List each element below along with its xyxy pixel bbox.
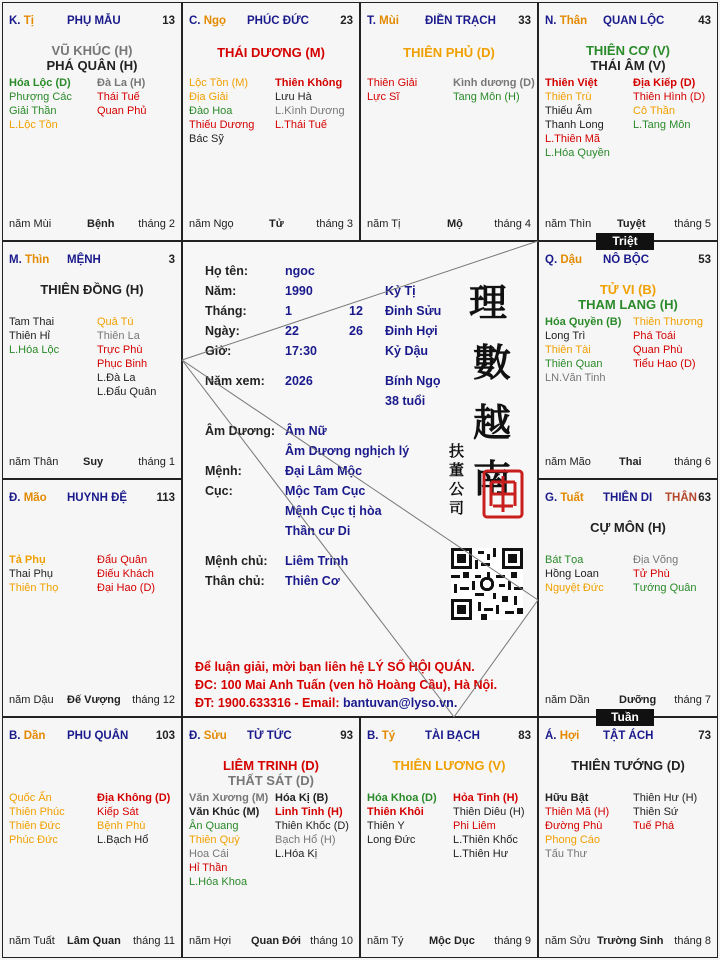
minor-stars-left bbox=[189, 76, 254, 146]
label-hour: Giờ: bbox=[205, 344, 232, 358]
palace-footer bbox=[9, 694, 175, 708]
minor-star: Thiên Tài bbox=[545, 344, 591, 356]
contact-line-1: Để luận giải, mời bạn liên hệ LÝ SỐ HỘI QUÁN. bbox=[195, 660, 475, 674]
main-star: THIÊN ĐỒNG (H) bbox=[40, 282, 144, 297]
palace-month: tháng 11 bbox=[132, 935, 175, 947]
main-star: THIÊN CƠ (V) bbox=[585, 43, 671, 58]
minor-star: Tang Môn (H) bbox=[453, 91, 520, 103]
minor-star: L.Thái Tuế bbox=[275, 119, 327, 131]
minor-stars-right bbox=[97, 791, 170, 847]
palace-header bbox=[9, 492, 175, 508]
palace-header bbox=[9, 15, 175, 31]
minor-star: Quan Phủ bbox=[97, 105, 147, 117]
palace-month: tháng 6 bbox=[674, 456, 711, 468]
life-stage: Bệnh bbox=[87, 218, 115, 230]
palace-name: THIÊN DI bbox=[603, 492, 653, 504]
palace-month: tháng 4 bbox=[494, 218, 531, 230]
palace-header bbox=[9, 254, 175, 270]
minor-stars-left bbox=[9, 315, 59, 357]
triet-badge: Triệt bbox=[596, 233, 654, 250]
minor-stars-left bbox=[189, 791, 268, 889]
palace-dau[interactable] bbox=[538, 241, 718, 479]
minor-star: Phong Cáo bbox=[545, 834, 601, 846]
palace-footer bbox=[545, 694, 711, 708]
minor-stars-right bbox=[275, 791, 349, 861]
minor-star: Kiếp Sát bbox=[97, 806, 139, 818]
palace-month: tháng 9 bbox=[494, 935, 531, 947]
palace-header bbox=[545, 730, 711, 746]
palace-footer bbox=[9, 935, 175, 949]
minor-star: Thiên Hình (D) bbox=[633, 91, 706, 103]
palace-position: C. Ngọ bbox=[189, 15, 227, 27]
minor-star: Quan Phù bbox=[633, 344, 683, 356]
palace-year: năm Thìn bbox=[545, 218, 592, 230]
minor-star: Tử Phù bbox=[633, 568, 670, 580]
palace-year: năm Hợi bbox=[189, 935, 232, 947]
minor-star: Thiên Y bbox=[367, 820, 405, 832]
minor-star: Phi Liêm bbox=[453, 820, 496, 832]
palace-footer bbox=[367, 935, 531, 949]
minor-star: Bệnh Phù bbox=[97, 820, 146, 832]
value-than-chu: Thiên Cơ bbox=[285, 574, 340, 588]
main-star: THÁI ÂM (V) bbox=[590, 58, 666, 73]
palace-name: PHU QUÂN bbox=[67, 730, 129, 742]
palace-year: năm Sửu bbox=[545, 935, 591, 947]
palace-hoi[interactable] bbox=[538, 717, 718, 958]
palace-year: năm Tuất bbox=[9, 935, 55, 947]
main-star: THÁI DƯƠNG (M) bbox=[217, 45, 325, 60]
palace-month: tháng 5 bbox=[674, 218, 711, 230]
minor-star: Hữu Bật bbox=[545, 792, 589, 804]
than-marker: THÂN bbox=[665, 492, 697, 504]
minor-star: Trực Phù bbox=[97, 344, 143, 356]
palace-name: TÀI BẠCH bbox=[425, 730, 480, 742]
palace-name: TẬT ÁCH bbox=[603, 730, 654, 742]
value-month-lunar: 12 bbox=[349, 304, 363, 318]
minor-star: Thiên Thọ bbox=[9, 582, 59, 594]
minor-stars-left bbox=[367, 76, 417, 104]
palace-number: 83 bbox=[518, 730, 531, 742]
minor-stars-right bbox=[633, 553, 697, 595]
minor-star: L.Bạch Hổ bbox=[97, 834, 149, 846]
palace-name: QUAN LỘC bbox=[603, 15, 665, 27]
tuan-badge: Tuần bbox=[596, 709, 654, 726]
main-star: THAM LANG (H) bbox=[578, 297, 678, 312]
label-menh-chu: Mệnh chủ: bbox=[205, 554, 268, 568]
minor-star: Văn Khúc (M) bbox=[189, 806, 260, 818]
palace-year: năm Tị bbox=[367, 218, 401, 230]
value-view-year-canchi: Bính Ngọ bbox=[385, 374, 441, 388]
palace-number: 3 bbox=[168, 254, 175, 266]
minor-star: Hóa Quyền (B) bbox=[545, 316, 622, 328]
minor-star: Bát Tọa bbox=[545, 554, 584, 566]
minor-star: Phá Toái bbox=[633, 330, 676, 342]
minor-star: Lưu Hà bbox=[275, 91, 312, 103]
palace-month: tháng 8 bbox=[674, 935, 711, 947]
minor-star: Thiên Quý bbox=[189, 834, 240, 846]
palace-ti[interactable] bbox=[2, 2, 182, 241]
minor-star: Thái Tuế bbox=[97, 91, 140, 103]
palace-number: 73 bbox=[698, 730, 711, 742]
value-view-year: 2026 bbox=[285, 374, 313, 388]
label-month: Tháng: bbox=[205, 304, 247, 318]
minor-star: Tuế Phá bbox=[633, 820, 675, 832]
palace-month: tháng 7 bbox=[674, 694, 711, 706]
minor-star: Long Trì bbox=[545, 330, 586, 342]
minor-star: Thiên Phúc bbox=[9, 806, 65, 818]
palace-month: tháng 12 bbox=[132, 694, 175, 706]
minor-star: Địa Không (D) bbox=[97, 792, 171, 804]
palace-position: Đ. Sửu bbox=[189, 730, 227, 742]
value-menh: Đại Lâm Mộc bbox=[285, 464, 363, 478]
minor-star: Tiểu Hao (D) bbox=[633, 358, 696, 370]
label-cuc: Cục: bbox=[205, 484, 233, 498]
main-star: THIÊN PHỦ (D) bbox=[403, 45, 495, 60]
palace-position: M. Thìn bbox=[9, 254, 50, 266]
palace-year: năm Dần bbox=[545, 694, 590, 706]
palace-year: năm Tý bbox=[367, 935, 404, 947]
minor-star: Thiên Mã (H) bbox=[545, 806, 610, 818]
palace-year: năm Dậu bbox=[9, 694, 54, 706]
minor-star: Thiên Đức bbox=[9, 820, 61, 832]
palace-header bbox=[545, 15, 711, 31]
minor-star: Thiên Không bbox=[275, 77, 343, 89]
minor-stars-right bbox=[97, 553, 155, 595]
palace-name: PHỤ MẪU bbox=[67, 15, 121, 27]
palace-footer bbox=[545, 456, 711, 470]
minor-star: Quả Tú bbox=[97, 316, 134, 328]
minor-star: Phục Binh bbox=[97, 358, 148, 370]
value-am-duong: Âm Nữ bbox=[285, 424, 327, 438]
contact-line-3: ĐT: 1900.633316 - Email: bantuvan@lyso.vn. bbox=[195, 696, 458, 710]
minor-star: Địa Kiếp (D) bbox=[633, 77, 696, 89]
minor-star: Thiên Hỉ bbox=[9, 330, 50, 342]
minor-star: Văn Xương (M) bbox=[189, 792, 269, 804]
minor-star: Thiên La bbox=[97, 330, 140, 342]
minor-star: Tướng Quân bbox=[633, 582, 697, 594]
minor-star: Phượng Các bbox=[9, 91, 72, 103]
minor-star: Lực Sĩ bbox=[367, 91, 400, 103]
life-stage: Trường Sinh bbox=[597, 935, 664, 947]
label-am-duong: Âm Dương: bbox=[205, 424, 276, 438]
minor-star: Thiếu Dương bbox=[189, 119, 255, 131]
life-stage: Thai bbox=[619, 456, 642, 468]
minor-star: L.Đà La bbox=[97, 372, 136, 384]
minor-star: Hỉ Thần bbox=[189, 862, 228, 874]
palace-position: N. Thân bbox=[545, 15, 588, 27]
minor-star: Đà La (H) bbox=[97, 77, 146, 89]
main-star: VŨ KHÚC (H) bbox=[51, 43, 133, 58]
palace-number: 103 bbox=[155, 730, 175, 742]
minor-stars-left bbox=[367, 791, 437, 847]
palace-number: 53 bbox=[698, 254, 711, 266]
life-stage: Mộ bbox=[447, 218, 463, 230]
palace-footer bbox=[367, 218, 531, 232]
minor-star: L.Hóa Quyền bbox=[545, 147, 610, 159]
palace-number: 33 bbox=[518, 15, 531, 27]
palace-month: tháng 10 bbox=[310, 935, 353, 947]
label-than-chu: Thân chủ: bbox=[205, 574, 265, 588]
life-stage: Dưỡng bbox=[619, 694, 657, 706]
palace-number: 113 bbox=[156, 492, 175, 504]
minor-star: Cô Thần bbox=[633, 105, 675, 117]
palace-header bbox=[545, 492, 711, 508]
minor-star: Ân Quang bbox=[189, 820, 239, 832]
center-info-panel bbox=[182, 241, 538, 717]
minor-star: Nguyệt Đức bbox=[545, 582, 604, 594]
minor-star: LN.Văn Tinh bbox=[545, 372, 606, 384]
value-day-lunar: 26 bbox=[349, 324, 363, 338]
minor-star: L.Hóa Khoa bbox=[189, 876, 248, 888]
palace-name: HUYNH ĐỆ bbox=[67, 492, 128, 504]
minor-star: Thiên Trù bbox=[545, 91, 592, 103]
minor-star: Thiên Khôi bbox=[367, 806, 424, 818]
value-day-solar: 22 bbox=[285, 324, 299, 338]
value-hour: 17:30 bbox=[285, 344, 317, 358]
calligraphy-char-4: 南 bbox=[473, 456, 512, 501]
palace-thin[interactable] bbox=[2, 241, 182, 479]
palace-position: Q. Dậu bbox=[545, 254, 583, 266]
minor-stars-right bbox=[275, 76, 345, 132]
life-stage: Suy bbox=[83, 456, 104, 468]
minor-stars-left bbox=[545, 791, 609, 861]
minor-star: Kình dương (D) bbox=[453, 77, 535, 89]
value-menh-chu: Liêm Trinh bbox=[285, 554, 349, 568]
minor-stars-right bbox=[633, 315, 703, 371]
palace-month: tháng 1 bbox=[138, 456, 175, 468]
label-day: Ngày: bbox=[205, 324, 240, 338]
minor-star: Địa Giải bbox=[189, 91, 229, 103]
palace-name: TỬ TỨC bbox=[247, 730, 292, 742]
palace-year: năm Ngọ bbox=[189, 218, 234, 230]
label-view-year: Năm xem: bbox=[205, 374, 265, 388]
palace-footer bbox=[545, 935, 711, 949]
palace-year: năm Mão bbox=[545, 456, 591, 468]
palace-month: tháng 3 bbox=[316, 218, 353, 230]
palace-footer bbox=[189, 935, 353, 949]
main-star: PHÁ QUÂN (H) bbox=[46, 58, 138, 73]
minor-stars-left bbox=[545, 76, 610, 160]
minor-star: L.Đẩu Quân bbox=[97, 386, 157, 398]
minor-star: Thiên Quan bbox=[545, 358, 603, 370]
palace-position: Á. Hợi bbox=[545, 730, 580, 742]
minor-star: L.Lộc Tồn bbox=[9, 119, 58, 131]
palace-number: 23 bbox=[340, 15, 353, 27]
main-star: CỰ MÔN (H) bbox=[590, 520, 666, 535]
value-year: 1990 bbox=[285, 284, 313, 298]
minor-stars-left bbox=[9, 76, 72, 132]
palace-year: năm Thân bbox=[9, 456, 59, 468]
minor-star: Thiên Giải bbox=[367, 77, 418, 89]
palace-position: G. Tuất bbox=[545, 492, 584, 504]
minor-star: Thiếu Âm bbox=[545, 105, 593, 117]
value-cuc-note: Mệnh Cục tị hòa bbox=[285, 504, 382, 518]
palace-number: 43 bbox=[698, 15, 711, 27]
life-stage: Quan Đới bbox=[251, 935, 301, 947]
minor-stars-left bbox=[9, 553, 58, 595]
palace-name: MỆNH bbox=[67, 254, 101, 266]
value-cuc: Mộc Tam Cục bbox=[285, 484, 366, 498]
label-menh: Mệnh: bbox=[205, 464, 242, 478]
calligraphy-char-3: 越 bbox=[473, 400, 512, 445]
label-name: Họ tên: bbox=[205, 264, 249, 278]
palace-header bbox=[367, 730, 531, 746]
palace-than[interactable] bbox=[538, 2, 718, 241]
minor-star: Linh Tinh (H) bbox=[275, 806, 343, 818]
minor-star: Điếu Khách bbox=[97, 568, 154, 580]
minor-star: Hóa Kị (B) bbox=[275, 792, 329, 804]
minor-stars-right bbox=[453, 791, 525, 861]
value-am-duong-note: Âm Dương nghịch lý bbox=[285, 444, 410, 458]
palace-header bbox=[367, 15, 531, 31]
value-name: ngoc bbox=[285, 264, 315, 278]
minor-star: Địa Võng bbox=[633, 554, 679, 566]
minor-star: Thiên Khốc (D) bbox=[275, 820, 349, 832]
palace-year: năm Mùi bbox=[9, 218, 52, 230]
calligraphy-char-2: 數 bbox=[473, 340, 512, 385]
main-star: THIÊN LƯƠNG (V) bbox=[392, 758, 506, 773]
palace-mao[interactable] bbox=[2, 479, 182, 717]
palace-footer bbox=[9, 456, 175, 470]
minor-stars-right bbox=[453, 76, 535, 104]
palace-header bbox=[545, 254, 711, 270]
minor-star: Bạch Hổ (H) bbox=[275, 834, 336, 846]
vertical-text: 扶 董 公 司 bbox=[449, 442, 465, 517]
main-star: LIÊM TRINH (D) bbox=[222, 758, 320, 773]
minor-star: Tam Thai bbox=[9, 316, 55, 328]
minor-star: Hoa Cái bbox=[189, 848, 229, 860]
minor-stars-right bbox=[633, 76, 705, 132]
palace-position: B. Dần bbox=[9, 730, 46, 742]
minor-stars-right bbox=[97, 315, 156, 399]
palace-ngo[interactable] bbox=[182, 2, 360, 241]
minor-star: L.Tang Môn bbox=[633, 119, 691, 131]
life-stage: Tuyệt bbox=[617, 218, 646, 230]
calligraphy-char-1: 理 bbox=[469, 280, 508, 325]
value-day-canchi: Đinh Hợi bbox=[385, 324, 438, 338]
minor-star: L.Thiên Mã bbox=[545, 133, 601, 145]
main-star: THIÊN TƯỚNG (D) bbox=[571, 758, 685, 773]
value-than-cu: Thần cư Di bbox=[285, 524, 351, 538]
minor-stars-left bbox=[9, 791, 65, 847]
minor-star: L.Kình Dương bbox=[275, 105, 345, 117]
palace-header bbox=[9, 730, 175, 746]
minor-star: Đẩu Quân bbox=[97, 554, 148, 566]
value-month-solar: 1 bbox=[285, 304, 292, 318]
minor-stars-left bbox=[545, 553, 604, 595]
minor-star: Thiên Hư (H) bbox=[633, 792, 698, 804]
minor-star: Giải Thần bbox=[9, 105, 57, 117]
minor-star: Đường Phù bbox=[545, 820, 603, 832]
minor-star: Đào Hoa bbox=[189, 105, 233, 117]
minor-star: Tấu Thư bbox=[545, 848, 588, 860]
minor-star: Bác Sỹ bbox=[189, 133, 224, 145]
contact-line-2: ĐC: 100 Mai Anh Tuấn (ven hồ Hoàng Cầu), Hà Nội. bbox=[195, 678, 498, 692]
minor-star: Thai Phụ bbox=[9, 568, 54, 580]
palace-month: tháng 2 bbox=[138, 218, 175, 230]
minor-star: L.Hóa Lộc bbox=[9, 344, 60, 356]
palace-position: K. Tị bbox=[9, 15, 34, 27]
life-stage: Mộc Dục bbox=[429, 935, 475, 947]
qr-code[interactable] bbox=[451, 548, 523, 620]
minor-star: Thiên Thương bbox=[633, 316, 704, 328]
palace-name: PHÚC ĐỨC bbox=[247, 15, 309, 27]
palace-dan[interactable] bbox=[2, 717, 182, 958]
minor-star: Hóa Khoa (D) bbox=[367, 792, 437, 804]
minor-stars-right bbox=[97, 76, 147, 118]
life-stage: Tử bbox=[269, 218, 284, 230]
value-month-canchi: Đinh Sửu bbox=[385, 304, 442, 318]
minor-stars-left bbox=[545, 315, 621, 385]
minor-star: Thiên Diêu (H) bbox=[453, 806, 525, 818]
minor-star: Hồng Loan bbox=[545, 568, 599, 580]
palace-header bbox=[189, 730, 353, 746]
minor-star: L.Thiên Hư bbox=[453, 848, 509, 860]
value-age: 38 tuổi bbox=[385, 394, 426, 408]
palace-number: 93 bbox=[340, 730, 353, 742]
email-link[interactable]: bantuvan@lyso.vn. bbox=[343, 696, 458, 710]
palace-ty[interactable] bbox=[360, 717, 538, 958]
life-stage: Lâm Quan bbox=[67, 935, 121, 947]
palace-position: B. Tý bbox=[367, 730, 396, 742]
minor-star: Lộc Tồn (M) bbox=[189, 77, 249, 89]
palace-mui[interactable] bbox=[360, 2, 538, 241]
palace-position: Đ. Mão bbox=[9, 492, 47, 504]
palace-suu[interactable] bbox=[182, 717, 360, 958]
minor-star: Hóa Lộc (D) bbox=[9, 77, 71, 89]
minor-star: Phúc Đức bbox=[9, 834, 58, 846]
palace-number: 63 bbox=[698, 492, 711, 504]
palace-position: T. Mùi bbox=[367, 15, 399, 27]
palace-number: 13 bbox=[162, 15, 175, 27]
value-hour-canchi: Kỷ Dậu bbox=[385, 344, 429, 358]
minor-star: Thiên Việt bbox=[545, 77, 598, 89]
palace-tuat[interactable] bbox=[538, 479, 718, 717]
main-star: TỬ VI (B) bbox=[599, 282, 657, 297]
minor-star: Thanh Long bbox=[545, 119, 604, 131]
palace-header bbox=[189, 15, 353, 31]
palace-footer bbox=[9, 218, 175, 232]
main-star: THẤT SÁT (D) bbox=[228, 773, 314, 788]
value-year-canchi: Kỷ Tị bbox=[385, 284, 416, 298]
minor-star: L.Hóa Kị bbox=[275, 848, 318, 860]
minor-star: Đại Hao (D) bbox=[97, 582, 156, 594]
palace-name: ĐIỀN TRẠCH bbox=[425, 15, 496, 27]
minor-star: Hỏa Tinh (H) bbox=[453, 792, 519, 804]
palace-footer bbox=[545, 218, 711, 232]
label-year: Năm: bbox=[205, 284, 237, 298]
life-stage: Đế Vượng bbox=[67, 694, 121, 706]
palace-footer bbox=[189, 218, 353, 232]
minor-star: Quốc Ấn bbox=[9, 792, 52, 804]
palace-name: NÔ BỘC bbox=[603, 254, 649, 266]
minor-stars-right bbox=[633, 791, 697, 833]
minor-star: Long Đức bbox=[367, 834, 416, 846]
minor-star: Tả Phụ bbox=[9, 554, 46, 566]
minor-star: L.Thiên Khốc bbox=[453, 834, 518, 846]
minor-star: Thiên Sứ bbox=[633, 806, 679, 818]
red-seal-stamp bbox=[481, 468, 525, 520]
